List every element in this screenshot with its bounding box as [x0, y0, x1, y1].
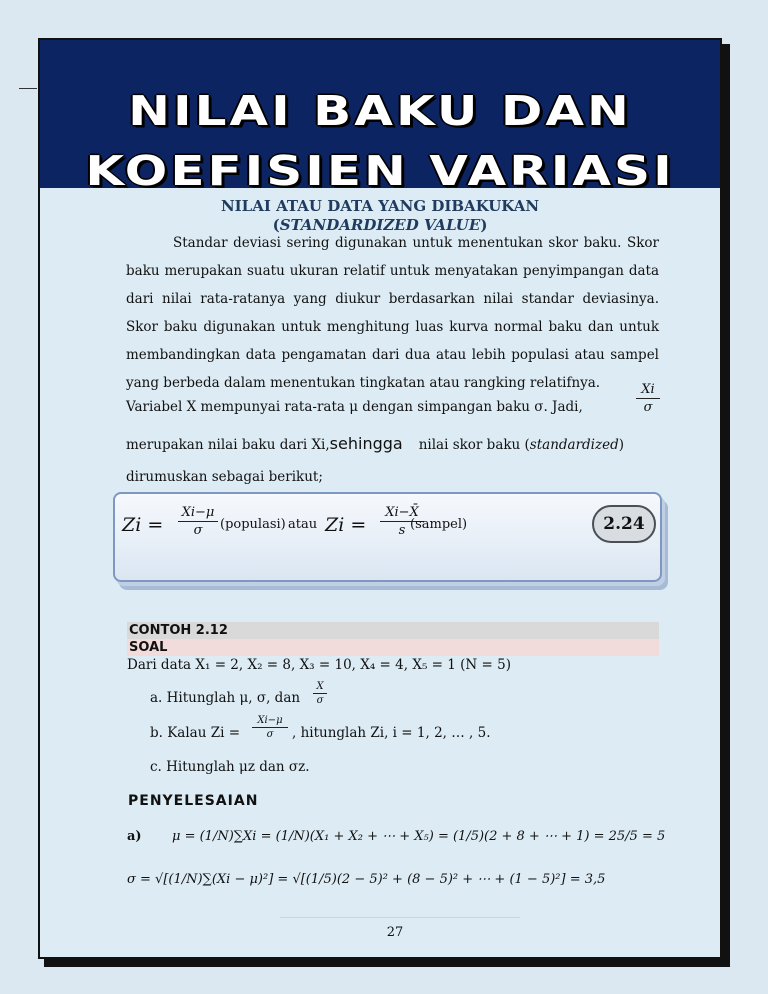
soal-b: b. Kalau Zi = — [150, 725, 241, 741]
footer-divider — [280, 917, 520, 918]
soal-a: a. Hitunglah μ, σ, dan — [150, 690, 301, 706]
margin-mark — [19, 88, 37, 89]
soal-b-rest: , hitunglah Zi, i = 1, 2, … , 5. — [292, 725, 491, 741]
variabel-line2: merupakan nilai baku dari Xi,sehingga nilai skor baku (standardized) — [126, 434, 625, 453]
page-number: 27 — [386, 925, 404, 940]
formula-frac-populasi: Xi−μ σ — [178, 505, 218, 538]
equation-number-badge: 2.24 — [592, 505, 656, 543]
intro-paragraph: Standar deviasi sering digunakan untuk menentukan skor baku. Skor baku merupakan suatu ukuran relatif untuk menyatakan penyimpangan data dari nilai rata-ratanya yang diukur berdasarkan nilai standar deviasinya. Skor baku digunakan untuk menghitung luas kurva normal baku dan untuk membandingkan data pengamatan dari dua atau lebih populasi atau sampel yang berbeda dalam menentukan tingkatan atau rangking relatifnya. — [126, 235, 659, 391]
variabel-line3: dirumuskan sebagai berikut; — [126, 469, 323, 485]
banner-title-line2: KOEFISIEN VARIASI — [85, 147, 675, 195]
soal-c: c. Hitunglah μz dan σz. — [150, 759, 310, 775]
xi-over-sigma: Xi σ — [636, 382, 660, 415]
label-sampel: (sampel) — [410, 517, 468, 532]
label-populasi: (populasi) — [220, 517, 286, 532]
sigma-equation: σ = √[(1/N)∑(Xi − μ)²] = √[(1/5)(2 − 5)² + (8 − 5)² + ⋯ + (1 − 5)²] = 3,5 — [127, 872, 606, 887]
formula-frac-sampel: Xi−X̄ s — [380, 505, 424, 538]
banner-title-line1: NILAI BAKU DAN — [128, 87, 632, 135]
label-atau: atau — [288, 517, 318, 532]
example-header: CONTOH 2.12 — [127, 622, 659, 639]
mu-equation: μ = (1/N)∑Xi = (1/N)(X₁ + X₂ + ⋯ + X₅) = (1/5)(2 + 8 + ⋯ + 1) = 25/5 = 5 — [172, 829, 666, 844]
soal-a-frac: X σ — [313, 681, 327, 706]
answer-a-label: a) — [127, 829, 142, 844]
section-subtitle: (STANDARDIZED VALUE) — [272, 216, 488, 234]
soal-b-frac: Xi−μ σ — [252, 715, 288, 740]
formula-z1: Zi = — [122, 514, 164, 536]
variabel-line1: Variabel X mempunyai rata-rata μ dengan simpangan baku σ. Jadi, — [126, 399, 583, 415]
formula-z2: Zi = — [325, 514, 367, 536]
soal-header: SOAL — [127, 639, 659, 656]
title-banner — [40, 40, 720, 195]
penyelesaian-title: PENYELESAIAN — [128, 793, 259, 809]
soal-data: Dari data X₁ = 2, X₂ = 8, X₃ = 10, X₄ = 4, X₅ = 1 (N = 5) — [127, 657, 511, 673]
section-title: NILAI ATAU DATA YANG DIBAKUKAN — [220, 197, 540, 215]
